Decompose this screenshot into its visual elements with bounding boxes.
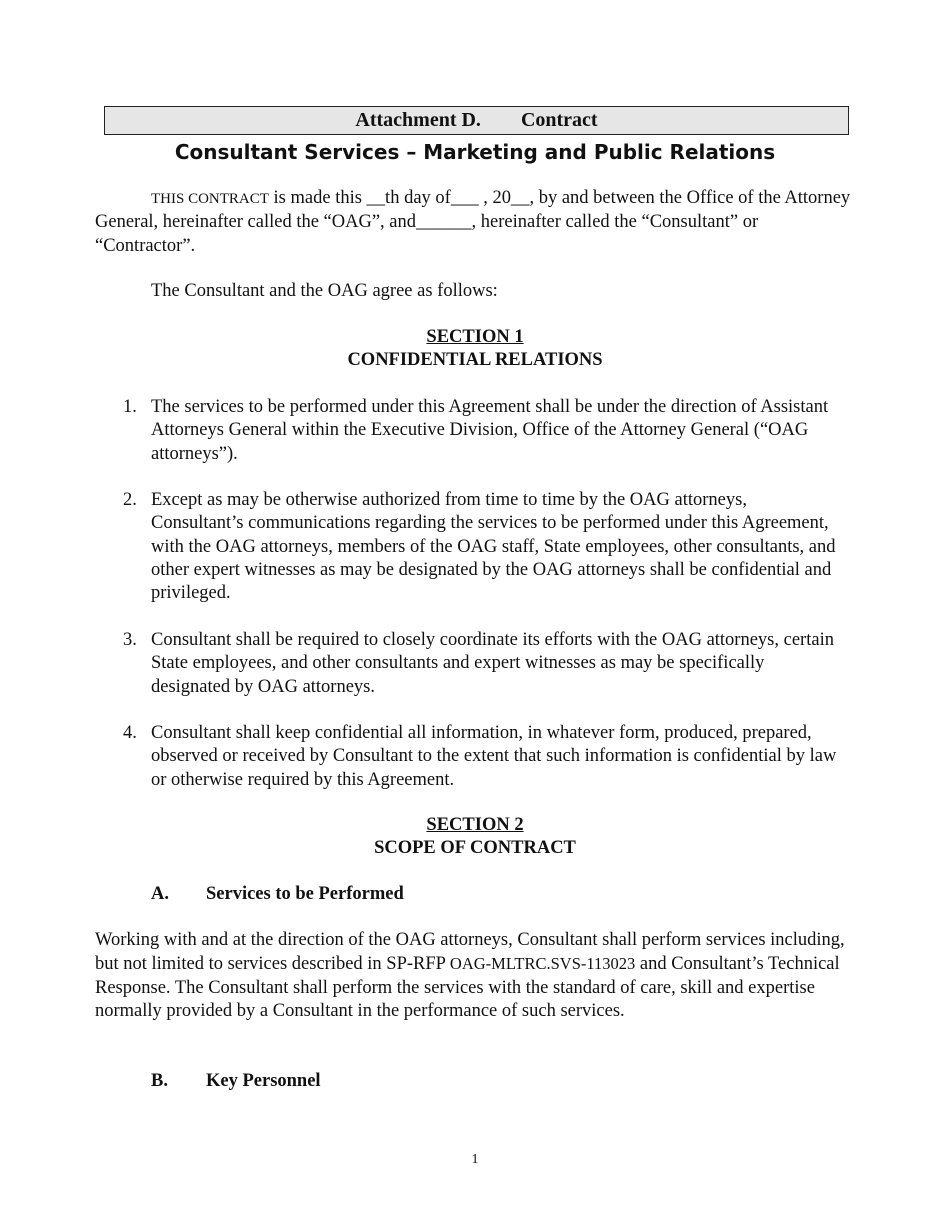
list-item xyxy=(123,629,843,699)
list-item-number: 1. xyxy=(123,397,137,417)
subsection-b-letter: B. xyxy=(151,1071,168,1091)
list-item-text: Consultant shall keep confidential all information, in whatever form, produced, prepared, observed or received by Consultant to the extent that such information is confidential by law or otherwise required by this Agreement. xyxy=(151,723,837,790)
list-item xyxy=(123,396,843,466)
attachment-label: Attachment D. xyxy=(355,109,481,131)
list-item xyxy=(123,722,843,792)
subsection-a-letter: A. xyxy=(151,884,169,904)
list-item-text: Consultant shall be required to closely coordinate its efforts with the OAG attorneys, certain State employees, and other consultants and expert witnesses as may be specifically designated by OAG attorneys. xyxy=(151,630,834,697)
section-2-heading xyxy=(0,814,950,860)
agree-paragraph: The Consultant and the OAG agree as follows: xyxy=(151,281,498,301)
section-2-title: SCOPE OF CONTRACT xyxy=(374,838,576,858)
contract-label: Contract xyxy=(520,109,598,131)
page-number: 1 xyxy=(471,1152,479,1167)
services-text-a: Working with and at the direction of the OAG attorneys, Consultant shall perform services including, but not limited to services described in SP-RFP xyxy=(95,930,845,975)
intro-text: is made this __th day of___ , 20__, by and between the Office of the Attorney General, hereinafter called the “OAG”, and______, hereinafter called the “Consultant” or “Contractor”. xyxy=(95,188,851,256)
intro-paragraph xyxy=(95,187,855,258)
subsection-b-heading xyxy=(151,1070,321,1093)
section-1-heading xyxy=(0,326,950,372)
subsection-b-title: Key Personnel xyxy=(206,1071,321,1091)
section-2-number: SECTION 2 xyxy=(426,815,524,835)
list-item-number: 4. xyxy=(123,723,137,743)
services-paragraph xyxy=(95,929,860,1023)
services-text-b: and Consultant’s Technical Response. The Consultant shall perform the services with the standard of care, skill and expertise normally provided by a Consultant in the performance of such services. xyxy=(95,954,840,1021)
list-item-text: The services to be performed under this Agreement shall be under the direction of Assistant Attorneys General within the Executive Division, Office of the Attorney General (“OAG attorneys”). xyxy=(151,397,829,464)
list-item-number: 2. xyxy=(123,490,137,510)
section-1-title: CONFIDENTIAL RELATIONS xyxy=(347,350,603,370)
rfp-code: OAG-MLTRC.SVS-113023 xyxy=(449,954,636,974)
list-item xyxy=(123,489,843,605)
list-item-text: Except as may be otherwise authorized from time to time by the OAG attorneys, Consultant’s communications regarding the services to be performed under this Agreement, with the OAG attorneys, members of the OAG staff, State employees, other consultants, and other expert witnesses as may be designated by the OAG attorneys shall be confidential and privileged. xyxy=(151,490,836,604)
section-1-number: SECTION 1 xyxy=(426,327,524,347)
document-subtitle: Consultant Services – Marketing and Public Relations xyxy=(174,140,776,164)
subsection-a-title: Services to be Performed xyxy=(206,884,404,904)
attachment-header xyxy=(104,106,849,135)
intro-lead: THIS CONTRACT xyxy=(151,191,269,207)
list-item-number: 3. xyxy=(123,630,137,650)
subsection-a-heading xyxy=(151,883,404,906)
